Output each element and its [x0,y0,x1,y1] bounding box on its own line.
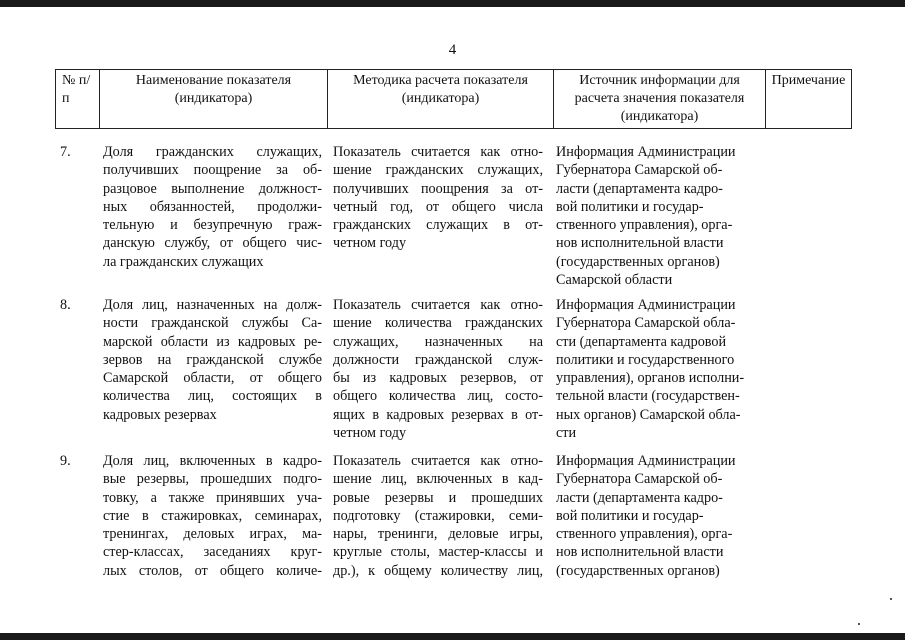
indicator-name [103,296,322,424]
text-line: Показатель считается как отно- [333,297,543,313]
text-line: Губернатора Самарской об- [556,162,723,179]
table-header-row [56,70,852,129]
text-line: четном году [333,425,407,442]
text-line: разцовое выполнение должност- [103,180,322,197]
text-line: ла гражданских служащих [103,253,264,270]
row-number: 8. [60,297,71,313]
text-line: др.), к общему количеству лиц, [333,562,543,579]
row-number: 7. [60,144,71,160]
text-line: (государственных органов) [556,562,720,579]
text-line: вые резервы, прошедших подго- [103,471,322,488]
text-line: получивших поощрения за от- [333,180,543,197]
indicator-method [333,143,543,253]
indicator-source [556,143,756,289]
text-line: шение лиц, включенных в кад- [333,471,543,488]
text-line: четном году [333,235,407,252]
text-line: Показатель считается как отно- [333,144,543,160]
text-line: вой политики и государ- [556,198,704,215]
text-line: зервов на гражданской службе [103,351,322,368]
scan-bottom-border [0,633,905,640]
text-line: ящих в кадровых резервах в от- [333,406,543,423]
text-line: Информация Администрации [556,453,736,469]
text-line: ласти (департамента кадро- [556,489,723,506]
text-line: ных органов) Самарской обла- [556,406,741,423]
text-line: лых столов, от общего количе- [103,562,322,579]
text-line: Доля лиц, назначенных на долж- [103,297,322,313]
text-line: шение количества гражданских [333,315,543,332]
text-line: сти [556,425,577,442]
text-line: нары, тренинги, деловые игры, [333,526,543,543]
text-line: управления), органов исполни- [556,370,745,387]
text-line: нов исполнительной власти [556,544,724,561]
indicator-method [333,296,543,442]
indicator-name [103,143,322,271]
text-line: нов исполнительной власти [556,235,724,252]
indicator-name [103,452,322,580]
text-line: Губернатора Самарской об- [556,471,723,488]
text-line: стие в стажировках, семинарах, [103,507,322,524]
table-header [55,69,852,129]
text-line: бы из кадровых резервов, от [333,370,543,387]
header-col-note [766,70,852,129]
header-col-name-label: Наименование показателя (индикатора) [135,73,292,106]
text-line: марской области из кадровых ре- [103,333,322,350]
header-col-number [56,70,100,129]
scan-speck [890,598,892,600]
text-line: ровые резервы и прошедших [333,489,543,506]
text-line: товку, а также принявших уча- [103,489,322,506]
header-col-name [100,70,328,129]
text-line: ственного управления), орга- [556,526,733,543]
page-number: 4 [448,42,457,58]
text-line: политики и государственного [556,351,735,368]
text-line: стер-классах, заседаниях круг- [103,544,322,561]
text-line: Доля лиц, включенных в кадро- [103,453,322,469]
text-line: тельную и безупречную граж- [103,217,322,234]
text-line: гражданских служащих в от- [333,217,543,234]
text-line: Информация Администрации [556,297,736,313]
text-line: кадровых резервах [103,406,217,423]
text-line: общего количества лиц, состо- [333,388,543,405]
scan-speck [858,623,860,625]
indicator-method [333,452,543,580]
header-col-source [554,70,766,129]
indicator-source [556,452,756,580]
text-line: сти (департамента кадровой [556,333,727,350]
header-col-source-label: Источник информации для расчета значения показателя (индикатора) [574,73,745,124]
indicator-source [556,296,756,442]
text-line: подготовку (стажировки, семи- [333,507,543,524]
text-line: служащих, назначенных на [333,333,543,350]
text-line: получивших поощрение за об- [103,162,322,179]
header-col-method-label: Методика расчета показателя (индикатора) [353,73,528,106]
text-line: тренингах, деловых играх, ма- [103,526,322,543]
row-number: 9. [60,453,71,469]
text-line: должности гражданской служ- [333,351,543,368]
text-line: Показатель считается как отно- [333,453,543,469]
text-line: вой политики и государ- [556,507,704,524]
text-line: Самарской области, от общего [103,370,322,387]
text-line: Губернатора Самарской обла- [556,315,736,332]
text-line: (государственных органов) [556,253,720,270]
text-line: ственного управления), орга- [556,217,733,234]
text-line: ности гражданской службы Са- [103,315,322,332]
text-line: ных обязанностей, продолжи- [103,198,322,215]
header-col-note-label: Примечание [771,73,846,88]
header-col-method [328,70,554,129]
text-line: тельной власти (государствен- [556,388,740,405]
text-line: ласти (департамента кадро- [556,180,723,197]
text-line: Информация Администрации [556,144,736,160]
text-line: Самарской области [556,272,673,289]
header-col-number-label: № п/п [62,73,91,106]
text-line: Доля гражданских служащих, [103,144,322,160]
text-line: шение гражданских служащих, [333,162,543,179]
scan-top-border [0,0,905,7]
text-line: данскую службу, от общего чис- [103,235,322,252]
text-line: круглые столы, мастер-классы и [333,544,543,561]
text-line: четный год, от общего числа [333,198,543,215]
text-line: количества лиц, состоящих в [103,388,322,405]
